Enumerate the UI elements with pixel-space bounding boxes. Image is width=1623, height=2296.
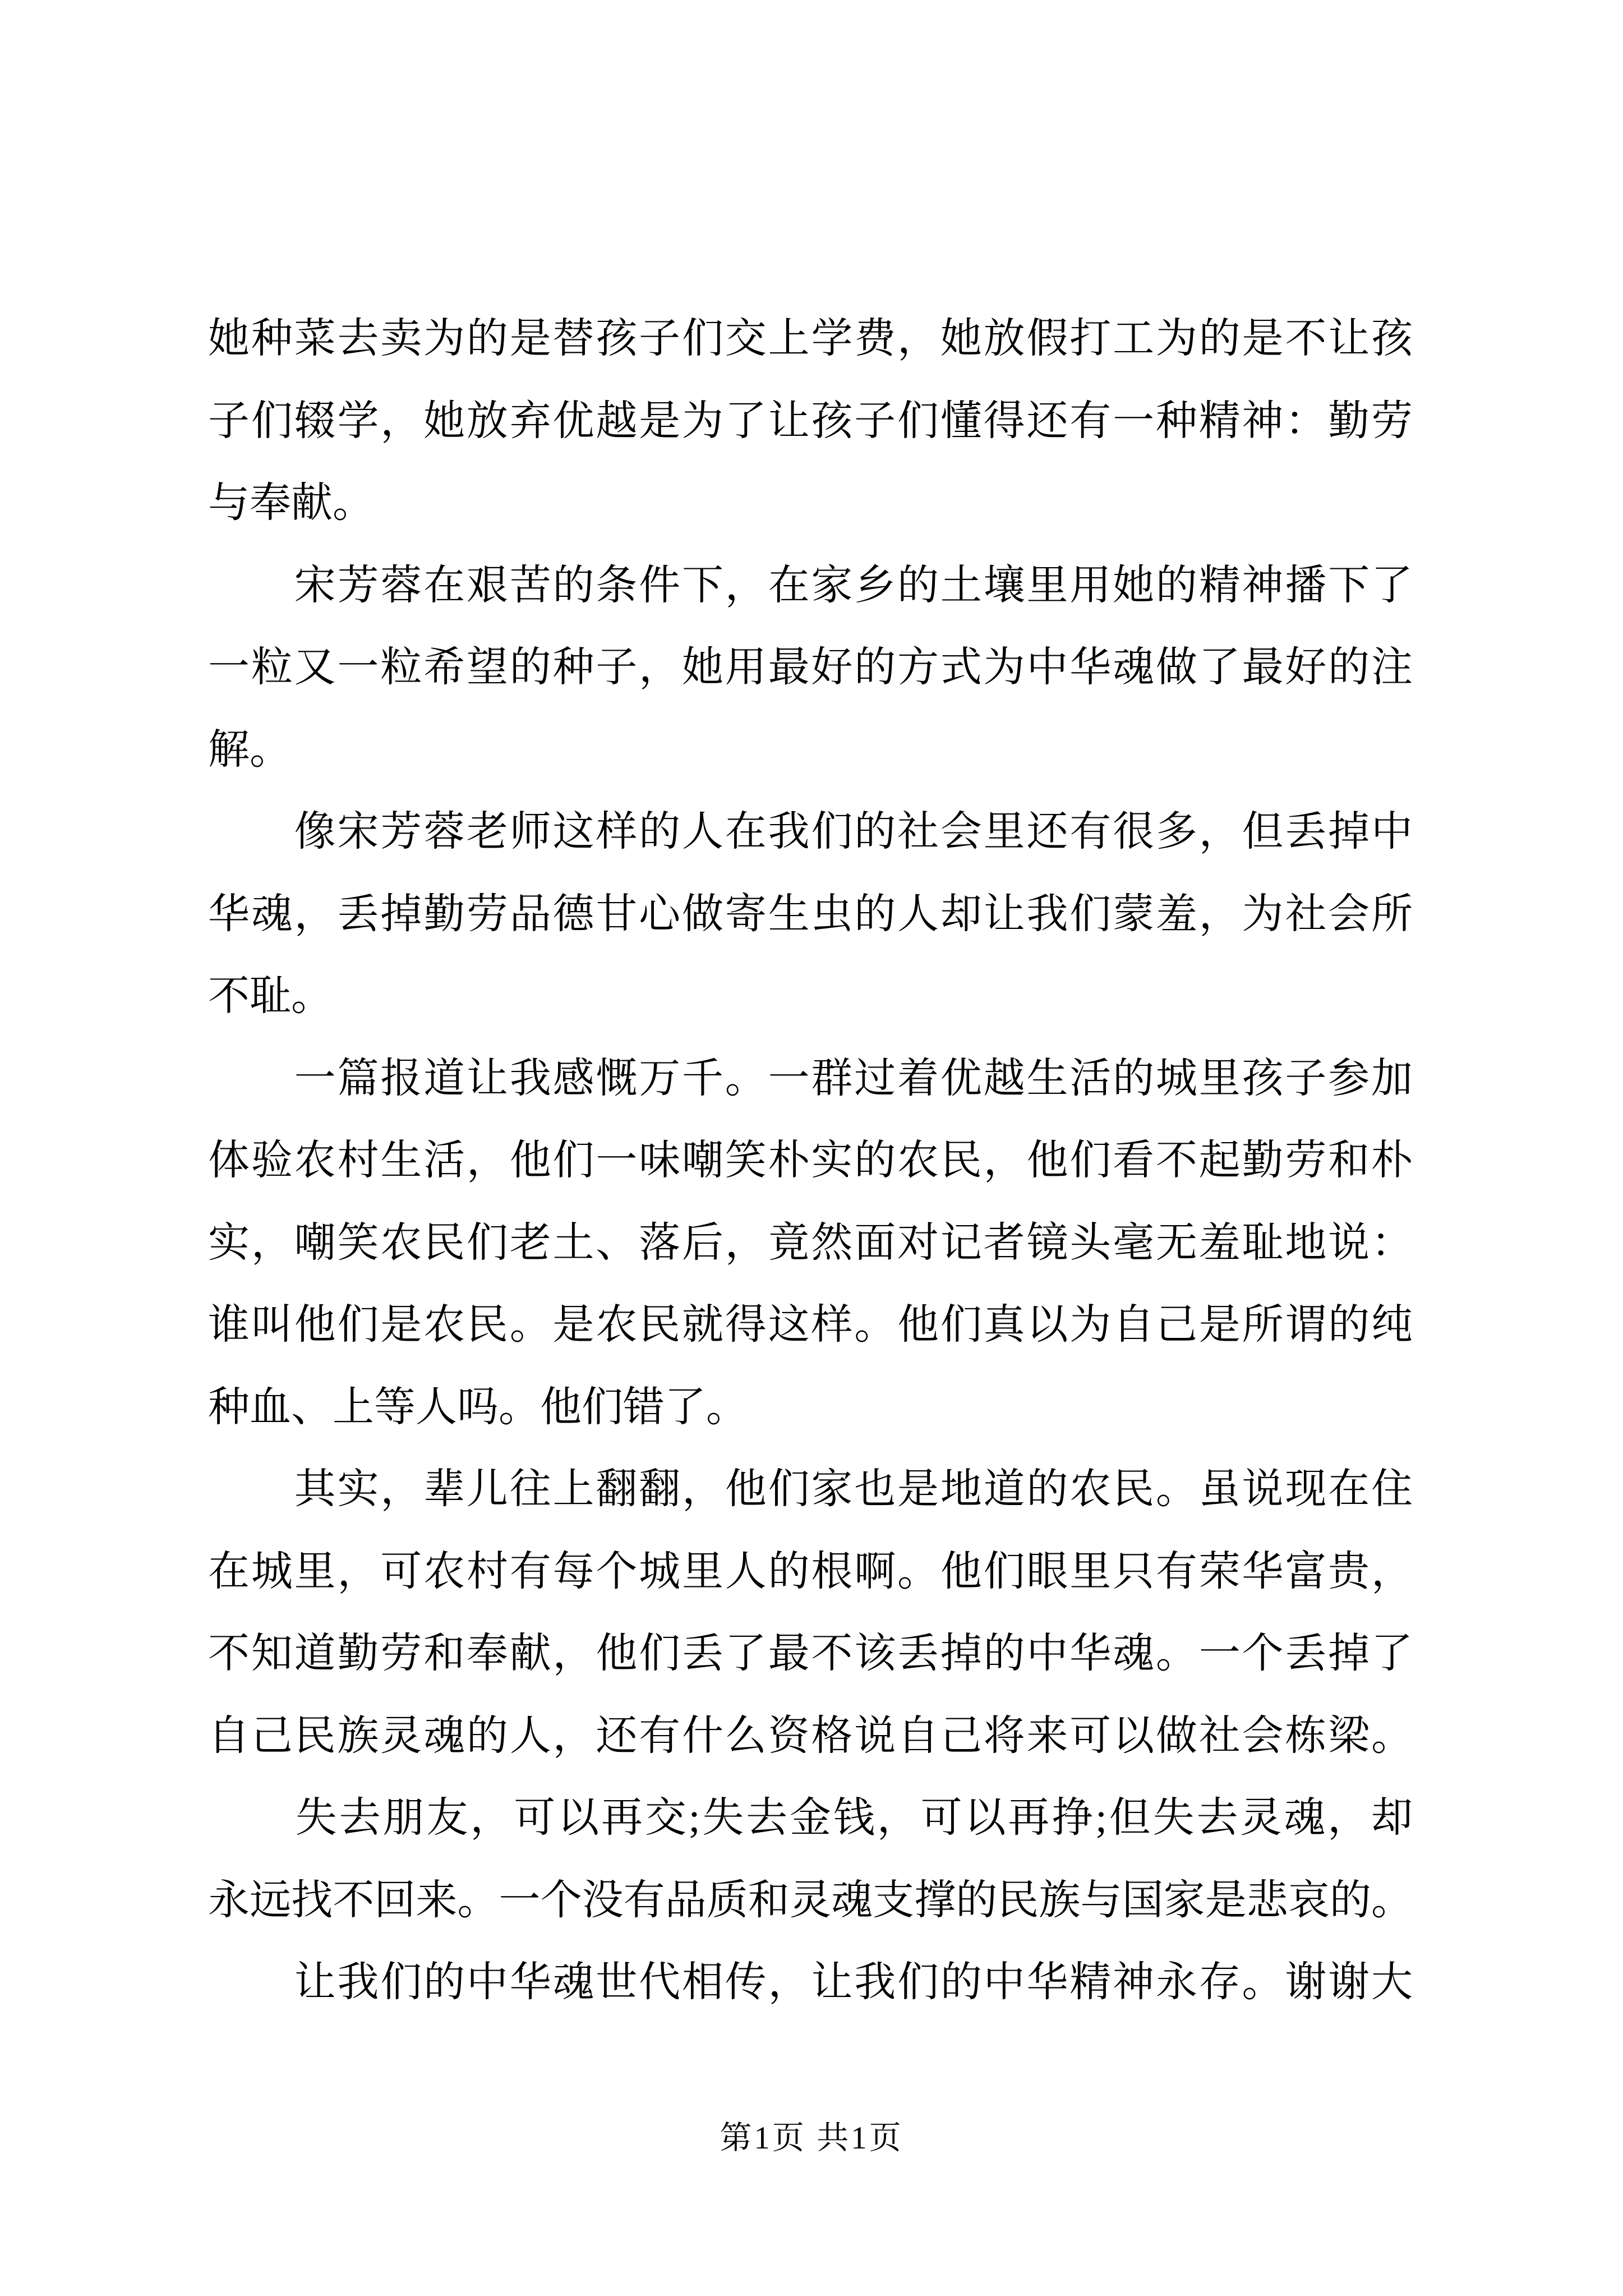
text-line: 让我们的中华魂世代相传，让我们的中华精神永存。谢谢大 (208, 1959, 1413, 2005)
body-text (208, 298, 1413, 2024)
text-line: 子们辍学，她放弃优越是为了让孩子们懂得还有一种精神：勤劳 (208, 398, 1413, 444)
text-line: 一粒又一粒希望的种子，她用最好的方式为中华魂做了最好的注 (208, 645, 1413, 691)
text-line: 一篇报道让我感慨万千。一群过着优越生活的城里孩子参加 (208, 1055, 1413, 1102)
text-line: 与奉献。 (208, 480, 374, 526)
text-line: 失去朋友，可以再交;失去金钱，可以再挣;但失去灵魂，却 (208, 1795, 1413, 1841)
text-line: 实，嘲笑农民们老土、落后，竟然面对记者镜头毫无羞耻地说： (208, 1220, 1413, 1266)
page-footer: 第1页 共1页 (720, 2120, 903, 2156)
text-line: 不耻。 (208, 973, 333, 1019)
text-line: 种血、上等人吗。他们错了。 (208, 1384, 748, 1430)
text-line: 华魂，丢掉勤劳品德甘心做寄生虫的人却让我们蒙羞，为社会所 (208, 891, 1413, 937)
text-line: 其实，辈儿往上翻翻，他们家也是地道的农民。虽说现在住 (208, 1466, 1413, 1512)
text-line: 像宋芳蓉老师这样的人在我们的社会里还有很多，但丢掉中 (208, 809, 1413, 855)
text-line: 宋芳蓉在艰苦的条件下，在家乡的土壤里用她的精神播下了 (208, 562, 1413, 609)
text-line: 她种菜去卖为的是替孩子们交上学费，她放假打工为的是不让孩 (208, 316, 1413, 362)
text-line: 体验农村生活，他们一味嘲笑朴实的农民，他们看不起勤劳和朴 (208, 1138, 1413, 1184)
text-line: 在城里，可农村有每个城里人的根啊。他们眼里只有荣华富贵， (208, 1548, 1413, 1595)
text-line: 解。 (208, 726, 291, 773)
text-line: 不知道勤劳和奉献，他们丢了最不该丢掉的中华魂。一个丢掉了 (208, 1631, 1413, 1677)
text-line: 永远找不回来。一个没有品质和灵魂支撑的民族与国家是悲哀的。 (208, 1877, 1413, 1924)
text-line: 自己民族灵魂的人，还有什么资格说自己将来可以做社会栋梁。 (208, 1713, 1413, 1759)
text-line: 谁叫他们是农民。是农民就得这样。他们真以为自己是所谓的纯 (208, 1302, 1413, 1348)
